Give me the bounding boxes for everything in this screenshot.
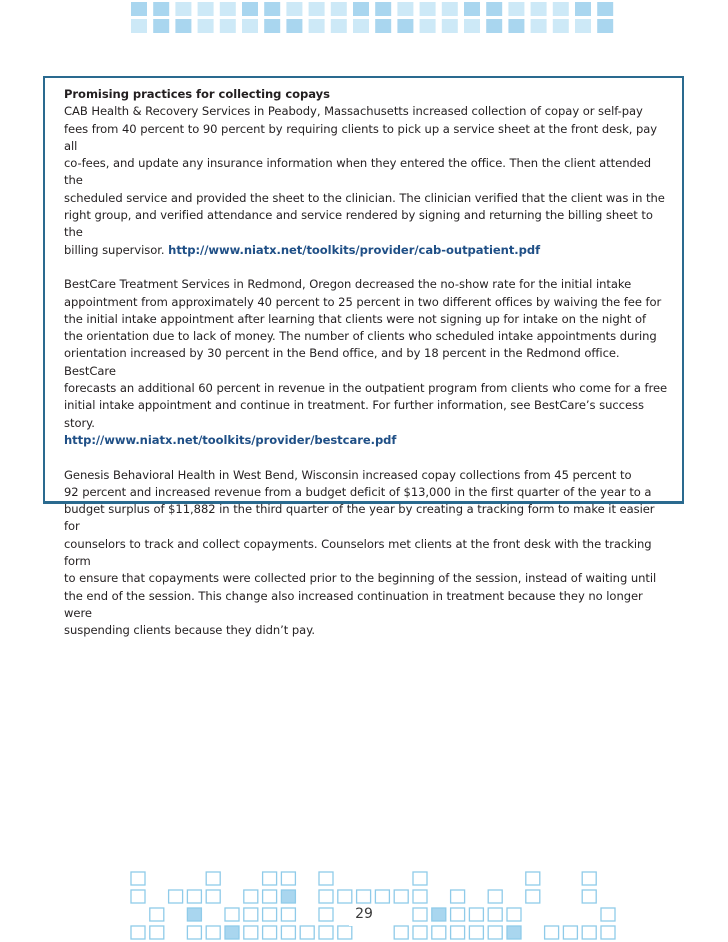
decorative-square	[263, 926, 277, 939]
decorative-square	[281, 890, 295, 903]
decorative-square	[225, 908, 239, 921]
decorative-square	[187, 890, 201, 903]
decorative-square	[244, 908, 258, 921]
decorative-square	[394, 926, 408, 939]
genesis-line-7: suspending clients because they didn’t pay.	[64, 623, 315, 638]
decorative-square	[451, 890, 465, 903]
genesis-paragraph	[64, 467, 668, 640]
decorative-square	[507, 926, 521, 939]
decorative-square	[526, 872, 540, 885]
decorative-square	[264, 19, 280, 33]
decorative-square	[413, 908, 427, 921]
decorative-square	[338, 890, 352, 903]
decorative-square	[545, 926, 559, 939]
genesis-line-2: 92 percent and increased revenue from a budget deficit of $13,000 in the first quarter of the year to a	[64, 484, 652, 499]
decorative-square	[198, 19, 214, 33]
decorative-square	[242, 2, 258, 16]
decorative-square	[319, 908, 333, 921]
decorative-square	[486, 2, 502, 16]
decorative-square	[582, 926, 596, 939]
decorative-square	[131, 19, 147, 33]
decorative-square	[451, 926, 465, 939]
genesis-line-5: to ensure that copayments were collected prior to the beginning of the session, instead of waiting until	[64, 571, 657, 586]
decorative-square	[153, 2, 169, 16]
decorative-square	[220, 19, 236, 33]
decorative-square	[281, 872, 295, 885]
decorative-square	[442, 2, 458, 16]
decorative-square	[175, 19, 191, 33]
decorative-square	[531, 19, 547, 33]
decorative-square	[281, 908, 295, 921]
cab-line-4: scheduled service and provided the sheet to the clinician. The clinician verified that the client was in the	[64, 190, 665, 205]
decorative-square	[150, 926, 164, 939]
decorative-square	[394, 890, 408, 903]
bestcare-line-3: the initial intake appointment after learning that clients were not signing up for intake on the night of	[64, 311, 646, 326]
decorative-square	[488, 908, 502, 921]
decorative-square	[263, 890, 277, 903]
cab-line-6: billing supervisor.	[64, 242, 169, 257]
decorative-square	[353, 2, 369, 16]
decorative-square	[375, 890, 389, 903]
decorative-square	[263, 872, 277, 885]
decorative-square	[575, 19, 591, 33]
decorative-square	[153, 19, 169, 33]
decorative-square	[597, 19, 613, 33]
genesis-line-6: the end of the session. This change also increased continuation in treatment because they no longer were	[64, 588, 643, 620]
decorative-square	[309, 19, 325, 33]
genesis-line-4: counselors to track and collect copayments. Counselors met clients at the front desk with the tracking form	[64, 536, 652, 569]
decorative-square	[507, 908, 521, 921]
decorative-square	[357, 890, 371, 903]
decorative-square	[508, 2, 524, 16]
decorative-square	[169, 890, 183, 903]
decorative-square	[131, 890, 145, 903]
decorative-square	[187, 926, 201, 939]
decorative-square	[150, 908, 164, 921]
decorative-square	[319, 890, 333, 903]
decorative-square	[206, 890, 220, 903]
cab-line-2: fees from 40 percent to 90 percent by requiring clients to pick up a service sheet at the front desk, pay all	[64, 121, 658, 153]
decorative-square	[264, 2, 280, 16]
decorative-square	[531, 2, 547, 16]
decorative-square	[244, 926, 258, 939]
decorative-square	[187, 908, 201, 921]
decorative-square	[488, 890, 502, 903]
decorative-square	[206, 872, 220, 885]
decorative-square	[131, 872, 145, 885]
bestcare-link[interactable]: http://www.niatx.net/toolkits/provider/bestcare.pdf	[64, 432, 397, 447]
decorative-square	[286, 2, 302, 16]
decorative-square	[131, 2, 147, 16]
bestcare-line-1: BestCare Treatment Services in Redmond, Oregon decreased the no-show rate for the initial intake	[64, 277, 632, 292]
genesis-line-3: budget surplus of $11,882 in the third quarter of the year by creating a tracking form to make it easier for	[64, 502, 655, 534]
decorative-square	[175, 2, 191, 16]
bottom-decorative-squares	[0, 860, 728, 942]
decorative-square	[451, 908, 465, 921]
bestcare-line-6: forecasts an additional 60 percent in revenue in the outpatient program from clients who come for a free	[64, 381, 668, 396]
decorative-square	[597, 2, 613, 16]
bestcare-line-4: the orientation due to lack of money. The number of clients who scheduled intake appointments during	[64, 329, 657, 344]
decorative-square	[198, 2, 214, 16]
decorative-square	[575, 2, 591, 16]
decorative-square	[225, 926, 239, 939]
decorative-square	[286, 19, 302, 33]
decorative-square	[601, 926, 615, 939]
cab-line-3: co-fees, and update any insurance information when they entered the office. Then the client attended the	[64, 156, 652, 188]
decorative-square	[553, 19, 569, 33]
decorative-square	[420, 2, 436, 16]
decorative-square	[526, 890, 540, 903]
bestcare-paragraph	[64, 276, 668, 449]
decorative-square	[582, 890, 596, 903]
decorative-square	[582, 872, 596, 885]
decorative-square	[469, 908, 483, 921]
decorative-square	[375, 19, 391, 33]
decorative-square	[488, 926, 502, 939]
cab-health-paragraph	[64, 103, 668, 259]
decorative-square	[263, 908, 277, 921]
decorative-square	[331, 19, 347, 33]
callout-title: Promising practices for collecting copays	[64, 87, 330, 101]
decorative-square	[338, 926, 352, 939]
promising-practices-callout	[43, 76, 684, 638]
decorative-square	[413, 872, 427, 885]
decorative-square	[244, 890, 258, 903]
decorative-square	[420, 19, 436, 33]
bestcare-line-7: initial intake appointment and continue in treatment. For further information, see BestCare’s success story.	[64, 398, 644, 430]
decorative-square	[486, 19, 502, 33]
cab-line-1: CAB Health & Recovery Services in Peabody, Massachusetts increased collection of copay or self-pay	[64, 104, 643, 119]
decorative-square	[353, 19, 369, 33]
decorative-square	[464, 2, 480, 16]
decorative-square	[508, 19, 524, 33]
decorative-square	[442, 19, 458, 33]
decorative-square	[331, 2, 347, 16]
bestcare-line-5: orientation increased by 30 percent in the Bend office, and by 18 percent in the Redmond office. BestCare	[64, 346, 620, 378]
decorative-square	[469, 926, 483, 939]
decorative-square	[413, 890, 427, 903]
decorative-square	[309, 2, 325, 16]
genesis-line-1: Genesis Behavioral Health in West Bend, Wisconsin increased copay collections from 45 percent to	[64, 467, 632, 482]
decorative-square	[432, 908, 446, 921]
decorative-square	[553, 2, 569, 16]
cab-line-5: right group, and verified attendance and service rendered by signing and returning the billing sheet to the	[64, 208, 653, 240]
cab-outpatient-link[interactable]: http://www.niatx.net/toolkits/provider/cab-outpatient.pdf	[168, 242, 541, 257]
page-number: 29	[355, 906, 373, 922]
decorative-square	[397, 2, 413, 16]
decorative-square	[131, 926, 145, 939]
decorative-square	[319, 872, 333, 885]
decorative-square	[464, 19, 480, 33]
decorative-square	[206, 926, 220, 939]
decorative-square	[413, 926, 427, 939]
decorative-square	[281, 926, 295, 939]
decorative-square	[397, 19, 413, 33]
decorative-square	[563, 926, 577, 939]
decorative-square	[375, 2, 391, 16]
decorative-square	[432, 926, 446, 939]
top-decorative-squares	[0, 0, 728, 40]
decorative-square	[601, 908, 615, 921]
bestcare-line-2: appointment from approximately 40 percent to 25 percent in two different offices by waiving the fee for	[64, 294, 662, 309]
decorative-square	[319, 926, 333, 939]
decorative-square	[300, 926, 314, 939]
decorative-square	[242, 19, 258, 33]
decorative-square	[220, 2, 236, 16]
